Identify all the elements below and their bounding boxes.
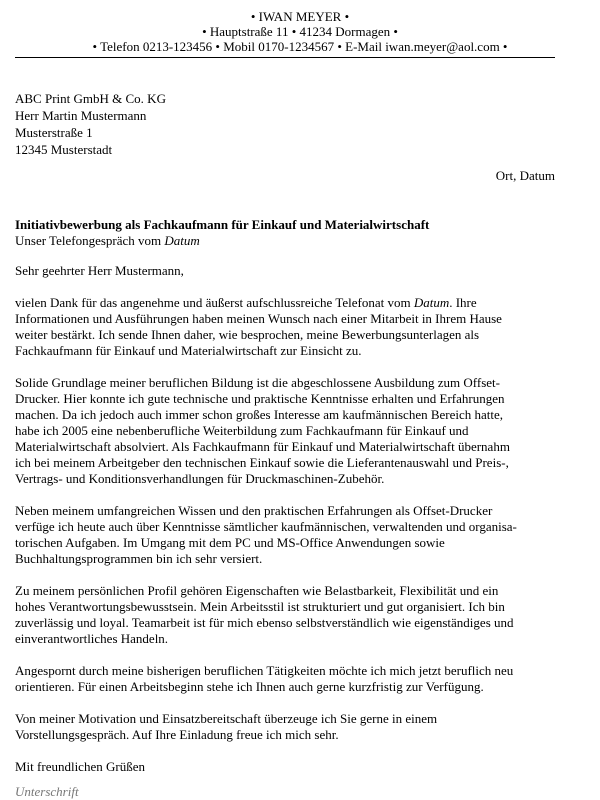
paragraph-6 — [15, 711, 555, 743]
paragraph-2-line: Solide Grundlage meiner beruflichen Bildung ist die abgeschlossene Ausbildung zum Offset- — [15, 375, 500, 390]
salutation-text: Sehr geehrter Herr Mustermann, — [15, 263, 184, 278]
paragraph-5 — [15, 663, 555, 695]
paragraph-4 — [15, 583, 555, 647]
paragraph-4-line: zuverlässig und loyal. Teamarbeit ist für mich ebenso selbstverständlich wie eigenständiges und — [15, 615, 514, 630]
paragraph-3 — [15, 503, 555, 567]
letterhead-address: • Hauptstraße 11 • 41234 Dormagen • — [202, 24, 398, 39]
salutation — [15, 263, 555, 279]
paragraph-3-line: verfüge ich heute auch über Kenntnisse sämtlicher kaufmännischen, verwaltenden und organisa- — [15, 519, 517, 534]
paragraph-2-line: Drucker. Hier konnte ich gute technische und praktische Kenntnisse erhalten und Erfahrungen — [15, 391, 505, 406]
subject-reference-date: Datum — [164, 233, 200, 248]
paragraph-1-line-1-prefix: vielen Dank für das angenehme und äußerst aufschlussreiche Telefonat vom — [15, 295, 414, 310]
paragraph-6-line: Von meiner Motivation und Einsatzbereitschaft überzeuge ich Sie gerne in einem — [15, 711, 438, 726]
recipient-city: 12345 Musterstadt — [15, 142, 113, 157]
letter-body — [15, 263, 555, 791]
subject-reference — [15, 233, 429, 249]
paragraph-1-line — [15, 295, 555, 311]
letterhead — [0, 9, 600, 54]
letterhead-name: • IWAN MEYER • — [250, 9, 350, 24]
paragraph-1-line: weiter bestärkt. Ich sende Ihnen daher, wie besprochen, meine Bewerbungsunterlagen als — [15, 327, 480, 342]
closing-text: Mit freundlichen Grüßen — [15, 759, 145, 774]
letterhead-divider — [15, 57, 555, 58]
paragraph-2-line: machen. Da ich jedoch auch immer schon großes Interesse am kaufmännischen Bereich hatte, — [15, 407, 504, 422]
paragraph-2-line: Vertrags- und Konditionsverhandlungen für Druckmaschinen-Zubehör. — [15, 471, 385, 486]
paragraph-3-line: Neben meinem umfangreichen Wissen und den praktischen Erfahrungen als Offset-Drucker — [15, 503, 493, 518]
place-date: Ort, Datum — [495, 168, 555, 183]
paragraph-1-date: Datum — [413, 295, 450, 310]
signature-placeholder: Unterschrift — [15, 784, 79, 799]
paragraph-4-line: hohes Verantwortungsbewusstsein. Mein Arbeitsstil ist strukturiert und gut organisiert. Ich bin — [15, 599, 505, 614]
paragraph-1-line: Fachkaufmann für Einkauf und Materialwirtschaft zur Einsicht zu. — [15, 343, 362, 358]
paragraph-2 — [15, 375, 555, 487]
subject-title: Initiativbewerbung als Fachkaufmann für Einkauf und Materialwirtschaft — [15, 217, 430, 232]
subject-reference-prefix: Unser Telefongespräch vom — [15, 233, 165, 248]
paragraph-6-line: Vorstellungsgespräch. Auf Ihre Einladung freue ich mich sehr. — [15, 727, 339, 742]
paragraph-3-line: Buchhaltungsprogrammen bin ich sehr versiert. — [15, 551, 263, 566]
paragraph-3-line: torischen Aufgaben. Im Umgang mit dem PC und MS-Office Anwendungen sowie — [15, 535, 445, 550]
recipient-address — [15, 90, 166, 158]
paragraph-5-line: Angespornt durch meine bisherigen beruflichen Tätigkeiten möchte ich mich jetzt beruflich neu — [15, 663, 514, 678]
paragraph-2-line: ich bei meinem Arbeitgeber den technischen Einkauf sowie die Lieferantenauswahl und Preis-, — [15, 455, 509, 470]
recipient-company: ABC Print GmbH & Co. KG — [15, 91, 166, 106]
letterhead-contact: • Telefon 0213-123456 • Mobil 0170-1234567 • E-Mail iwan.meyer@aol.com • — [92, 39, 508, 54]
paragraph-4-line: einverantwortliches Handeln. — [15, 631, 169, 646]
closing — [15, 759, 555, 775]
paragraph-1-line: Informationen und Ausführungen haben meinen Wunsch nach einer Mitarbeit in Ihrem Hause — [15, 311, 502, 326]
paragraph-4-line: Zu meinem persönlichen Profil gehören Eigenschaften wie Belastbarkeit, Flexibilität und ein — [15, 583, 499, 598]
recipient-contact: Herr Martin Mustermann — [15, 108, 147, 123]
paragraph-5-line: orientieren. Für einen Arbeitsbeginn stehe ich Ihnen auch gerne kurzfristig zur Verfügung. — [15, 679, 484, 694]
paragraph-2-line: habe ich 2005 eine nebenberufliche Weiterbildung zum Fachkaufmann für Einkauf und — [15, 423, 469, 438]
paragraph-1 — [15, 295, 555, 359]
subject-block — [15, 217, 429, 249]
paragraph-2-line: Materialwirtschaft absolviert. Als Fachkaufmann für Einkauf und Materialwirtschaft übernahm — [15, 439, 510, 454]
recipient-street: Musterstraße 1 — [15, 125, 93, 140]
paragraph-1-line-1-suffix: . Ihre — [449, 295, 477, 310]
